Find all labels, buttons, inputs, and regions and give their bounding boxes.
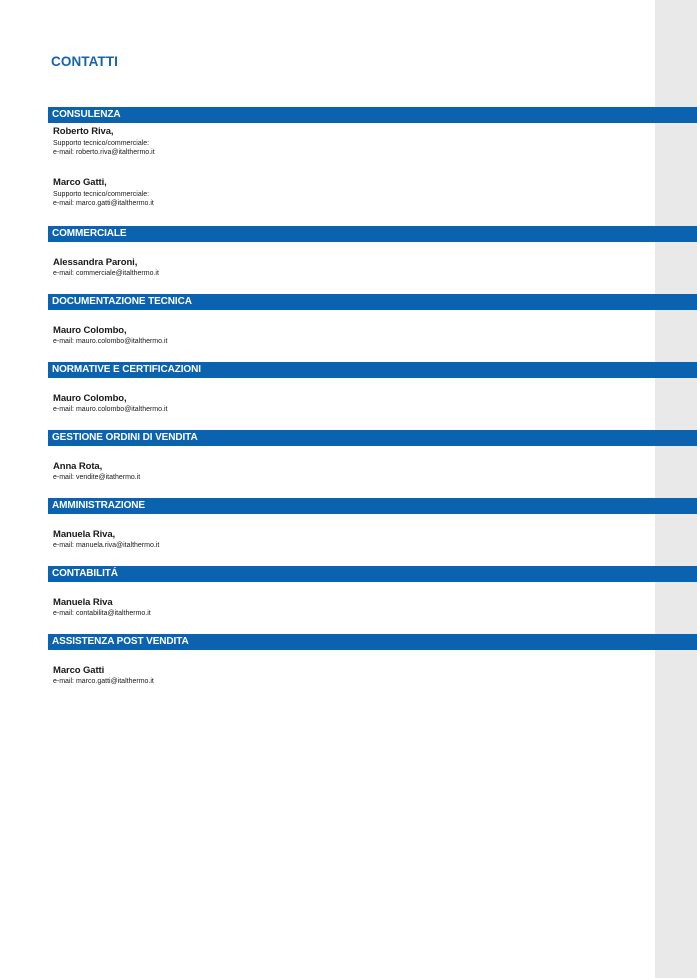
contact-name: Mauro Colombo,	[53, 325, 127, 336]
contact-card	[53, 126, 353, 157]
contact-name: Anna Rota,	[53, 461, 103, 472]
section-header-consulenza: CONSULENZA	[48, 107, 697, 123]
contact-name: Manuela Riva	[53, 597, 113, 608]
section-header-normative-certificazioni: NORMATIVE E CERTIFICAZIONI	[48, 362, 697, 378]
contact-name: Marco Gatti,	[53, 177, 107, 188]
section-header-commerciale: COMMERCIALE	[48, 226, 697, 242]
side-margin-panel	[655, 0, 697, 978]
contact-email-link[interactable]: e-mail: vendite@itathermo.it	[53, 474, 141, 481]
page-title: CONTATTI	[51, 54, 119, 69]
section-header-gestione-ordini: GESTIONE ORDINI DI VENDITA	[48, 430, 697, 446]
contact-role: Supporto tecnico/commerciale:	[53, 140, 150, 147]
contact-name: Roberto Riva,	[53, 126, 114, 137]
contact-email-link[interactable]: e-mail: roberto.riva@italthermo.it	[53, 149, 155, 156]
section-header-documentazione-tecnica: DOCUMENTAZIONE TECNICA	[48, 294, 697, 310]
section-header-contabilita: CONTABILITÁ	[48, 566, 697, 582]
contact-card	[53, 665, 353, 686]
contact-card	[53, 597, 353, 618]
contact-card	[53, 393, 353, 414]
contact-card	[53, 461, 353, 482]
section-header-assistenza-post-vendita: ASSISTENZA POST VENDITA	[48, 634, 697, 650]
contact-card	[53, 177, 353, 208]
contact-card	[53, 257, 353, 278]
contact-card	[53, 529, 353, 550]
contact-email-link[interactable]: e-mail: commerciale@italthermo.it	[53, 270, 159, 277]
contact-email-link[interactable]: e-mail: marco.gatti@italthermo.it	[53, 678, 154, 685]
contact-card	[53, 325, 353, 346]
contact-name: Mauro Colombo,	[53, 393, 127, 404]
contact-email-link[interactable]: e-mail: marco.gatti@italthermo.it	[53, 200, 154, 207]
contact-role: Supporto tecnico/commerciale:	[53, 191, 150, 198]
contact-email-link[interactable]: e-mail: contabilita@italthermo.it	[53, 610, 151, 617]
contact-name: Alessandra Paroni,	[53, 257, 138, 268]
contact-email-link[interactable]: e-mail: mauro.colombo@italthermo.it	[53, 338, 168, 345]
contact-email-link[interactable]: e-mail: mauro.colombo@italthermo.it	[53, 406, 168, 413]
section-header-amministrazione: AMMINISTRAZIONE	[48, 498, 697, 514]
contact-name: Marco Gatti	[53, 665, 105, 676]
contact-email-link[interactable]: e-mail: manuela.riva@italthermo.it	[53, 542, 160, 549]
contact-name: Manuela Riva,	[53, 529, 116, 540]
